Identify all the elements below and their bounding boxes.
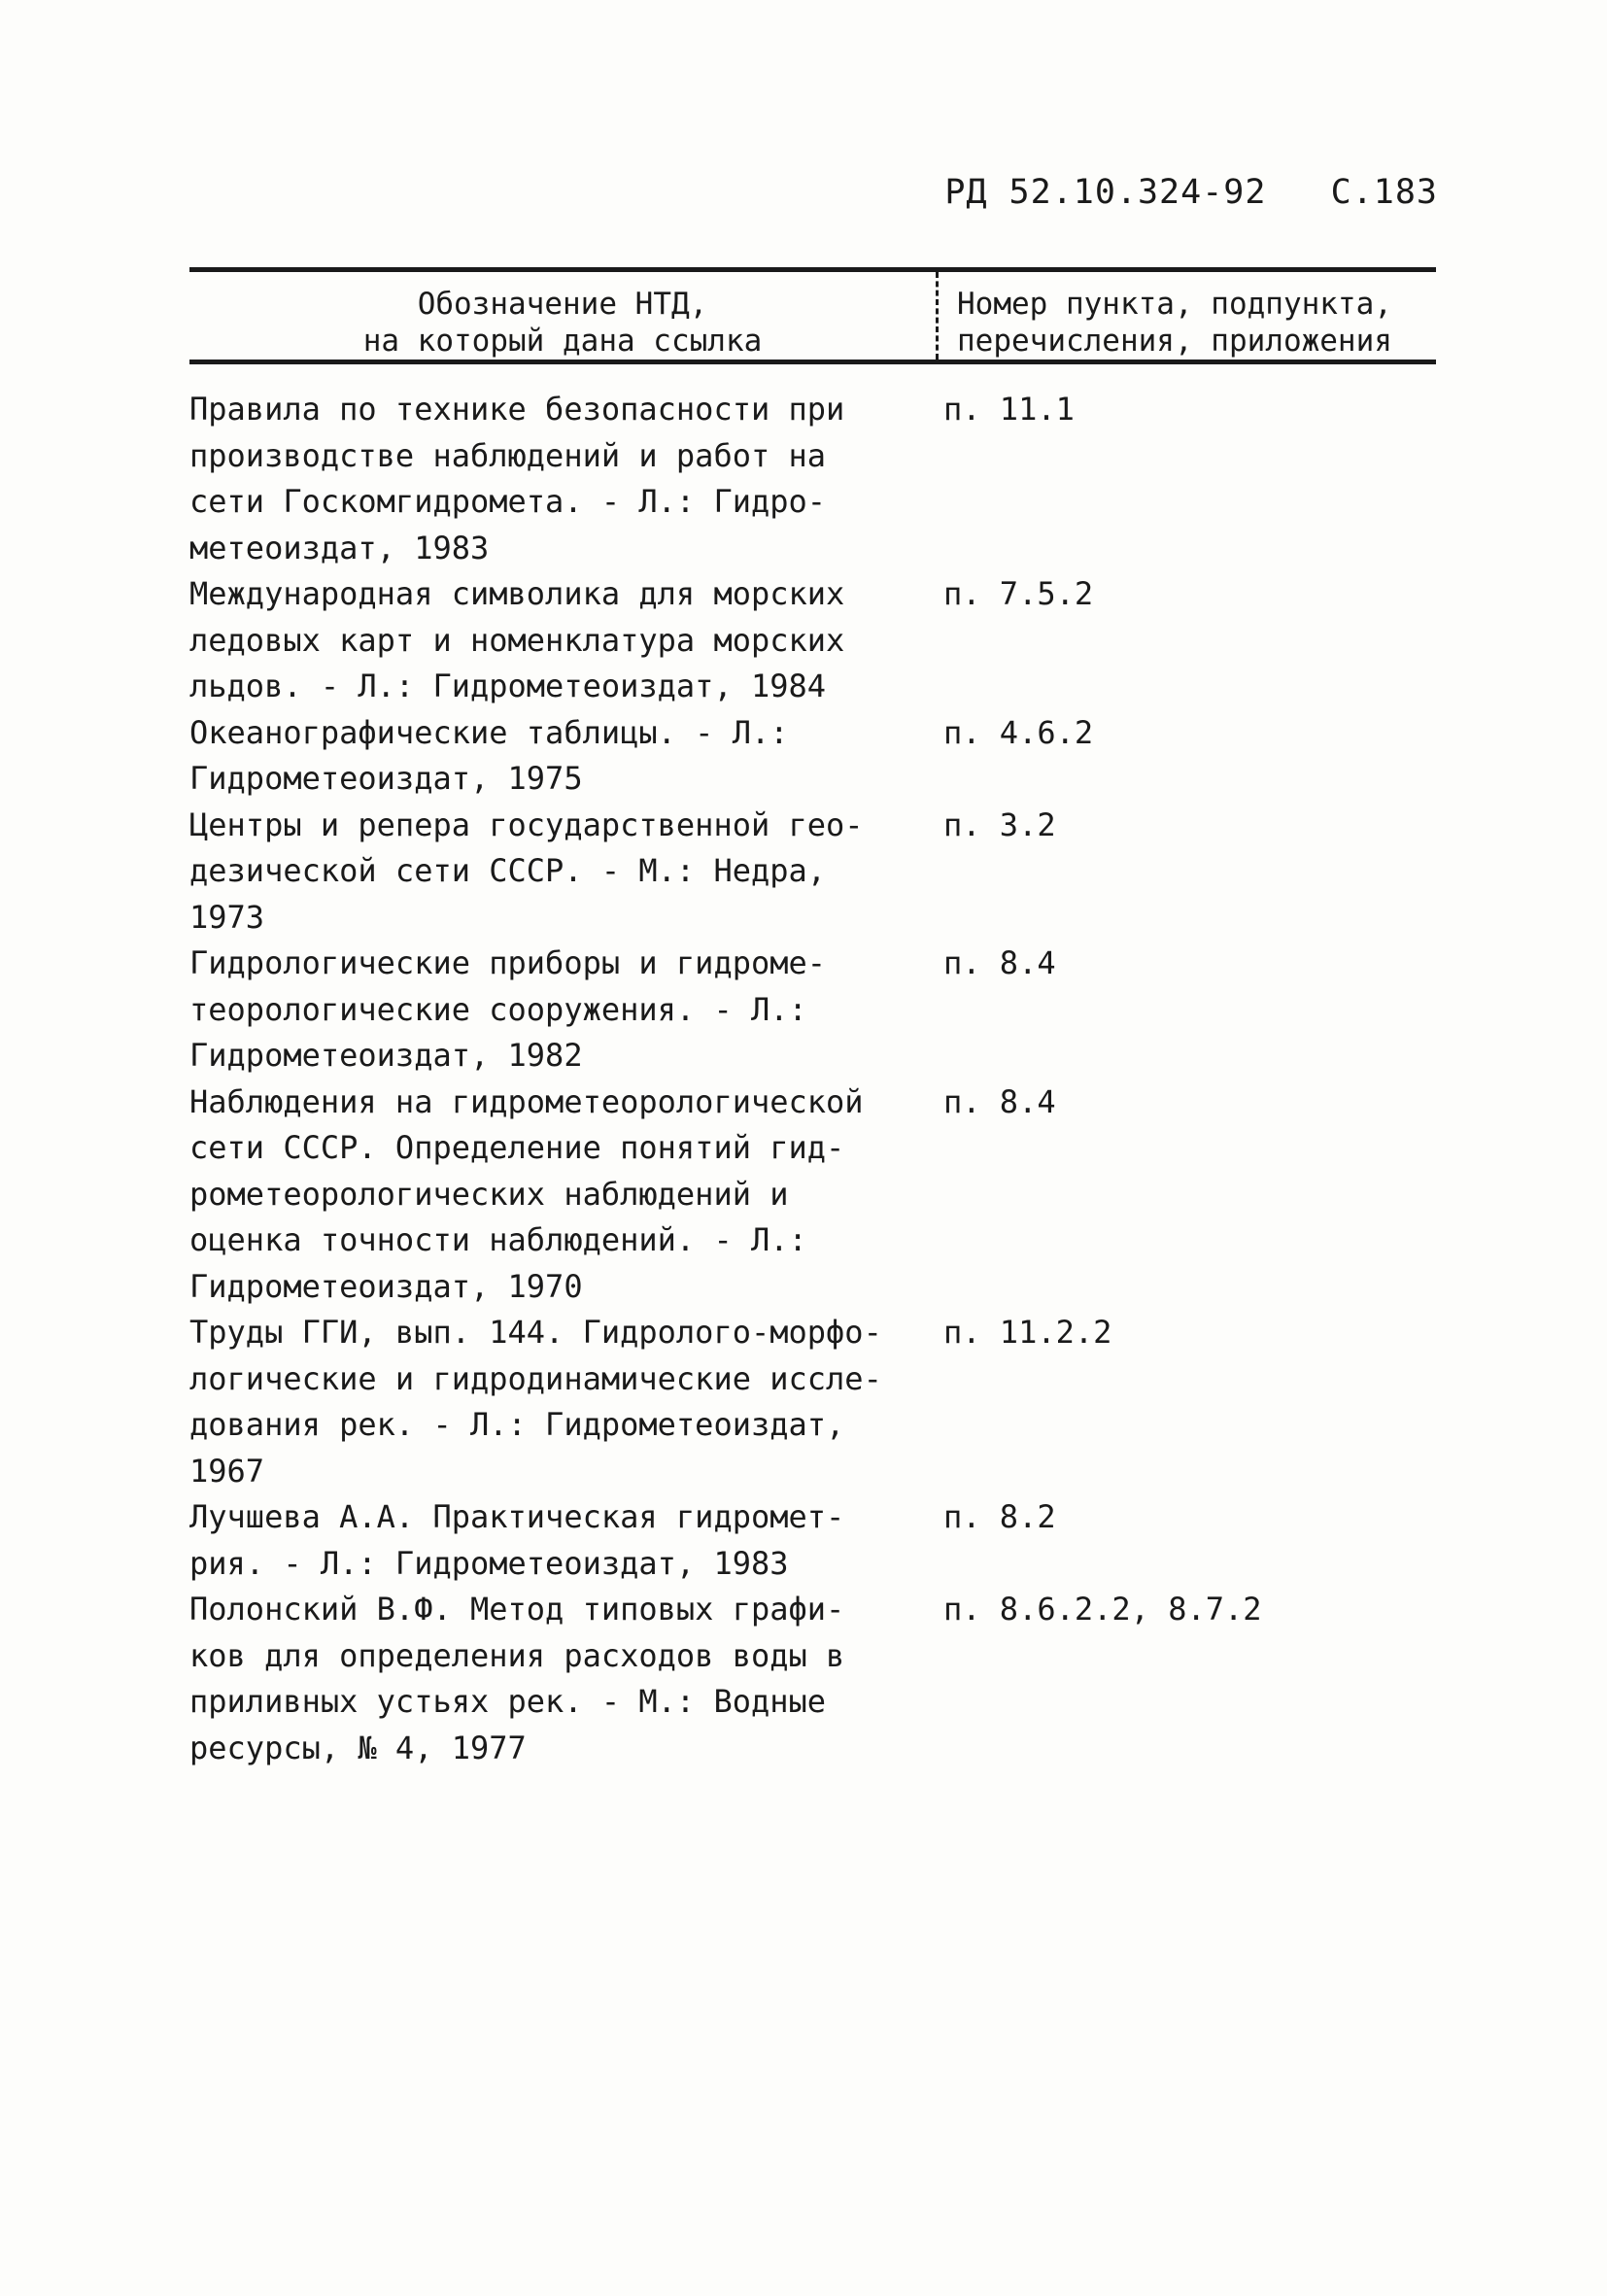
reference-line: логические и гидродинамические иссле- (189, 1359, 882, 1397)
reference-line: Полонский В.Ф. Метод типовых графи- (189, 1591, 845, 1628)
reference-line: ледовых карт и номенклатура морских (189, 621, 845, 659)
reference-line: Международная символика для морских (189, 575, 845, 612)
reference-designation (189, 1310, 943, 1494)
reference-row (189, 1079, 1453, 1311)
reference-item-number: п. 11.2.2 (943, 1314, 1112, 1351)
reference-item-number: п. 4.6.2 (943, 713, 1094, 751)
reference-line: ков для определения расходов воды в (189, 1636, 845, 1674)
reference-item-number: п. 11.1 (943, 391, 1075, 428)
reference-line: Гидрометеоиздат, 1970 (189, 1267, 583, 1305)
reference-row (189, 387, 1453, 571)
reference-item-number: п. 8.4 (943, 944, 1056, 981)
reference-row (189, 803, 1453, 942)
reference-designation (189, 1079, 943, 1311)
reference-line: 1967 (189, 1452, 265, 1490)
reference-item-number: п. 8.4 (943, 1082, 1056, 1120)
reference-row (189, 941, 1453, 1079)
reference-line: оценка точности наблюдений. - Л.: (189, 1221, 807, 1258)
reference-line: приливных устьях рек. - М.: Водные (189, 1683, 827, 1720)
reference-line: рия. - Л.: Гидрометеоиздат, 1983 (189, 1544, 789, 1582)
reference-row (189, 1587, 1453, 1771)
reference-line: Океанографические таблицы. - Л.: (189, 713, 789, 751)
reference-row (189, 571, 1453, 710)
column-divider (936, 272, 939, 360)
reference-item-number: п. 3.2 (943, 805, 1056, 843)
reference-line: Центры и репера государственной гео- (189, 805, 864, 843)
reference-row (189, 1310, 1453, 1494)
reference-designation (189, 803, 943, 942)
page-number: С.183 (1330, 173, 1438, 212)
reference-line: теорологические сооружения. - Л.: (189, 990, 807, 1028)
reference-item-number: п. 7.5.2 (943, 575, 1094, 612)
reference-line: метеоиздат, 1983 (189, 529, 490, 566)
reference-designation (189, 1587, 943, 1771)
reference-list (189, 387, 1453, 1771)
reference-item-number: п. 8.6.2.2, 8.7.2 (943, 1591, 1262, 1628)
reference-designation (189, 1494, 943, 1587)
column-header-item-number: Номер пункта, подпункта, перечисления, приложения (957, 287, 1392, 359)
reference-line: сети Госкомгидромета. - Л.: Гидро- (189, 483, 827, 520)
reference-item-number: п. 8.2 (943, 1498, 1056, 1535)
reference-designation (189, 710, 943, 803)
reference-line: льдов. - Л.: Гидрометеоиздат, 1984 (189, 668, 827, 704)
reference-row (189, 1494, 1453, 1587)
reference-line: сети СССР. Определение понятий гид- (189, 1129, 845, 1166)
reference-designation (189, 571, 943, 710)
page-header (944, 173, 1438, 212)
reference-line: Наблюдения на гидрометеорологической (189, 1082, 864, 1120)
reference-designation (189, 387, 943, 571)
reference-row (189, 710, 1453, 803)
reference-line: 1973 (189, 898, 265, 936)
table-header (189, 267, 1436, 364)
reference-line: Гидрометеоиздат, 1982 (189, 1037, 583, 1074)
reference-line: дования рек. - Л.: Гидрометеоиздат, (189, 1406, 845, 1443)
reference-designation (189, 941, 943, 1079)
reference-line: Труды ГГИ, вып. 144. Гидролого-морфо- (189, 1314, 882, 1351)
reference-line: рометеорологических наблюдений и (189, 1175, 789, 1213)
reference-line: Правила по технике безопасности при (189, 391, 845, 428)
reference-line: Лучшева А.А. Практическая гидромет- (189, 1498, 845, 1535)
doc-code: РД 52.10.324-92 (944, 173, 1267, 212)
reference-line: ресурсы, № 4, 1977 (189, 1729, 527, 1766)
column-header-designation: Обозначение НТД, на который дана ссылка (362, 287, 763, 359)
reference-line: Гидрометеоиздат, 1975 (189, 760, 583, 797)
reference-line: производстве наблюдений и работ на (189, 436, 827, 474)
reference-line: дезической сети СССР. - М.: Недра, (189, 852, 827, 889)
reference-line: Гидрологические приборы и гидроме- (189, 944, 827, 981)
